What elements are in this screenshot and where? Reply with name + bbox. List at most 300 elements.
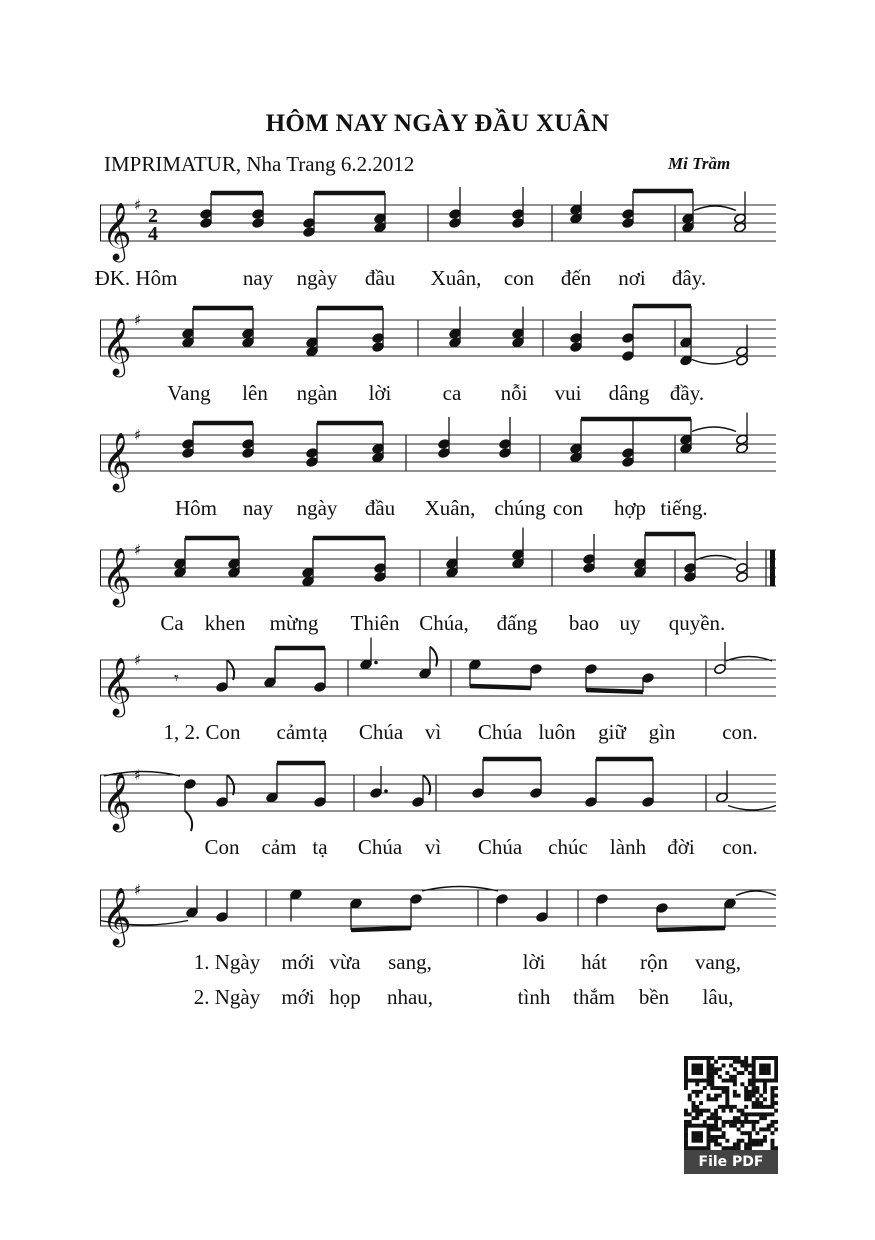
qr-module [767, 1071, 771, 1075]
qr-module [729, 1064, 733, 1068]
qr-module [699, 1071, 703, 1075]
qr-module [744, 1105, 748, 1109]
qr-module [755, 1139, 759, 1143]
lyric-syllable: vừa [329, 950, 361, 974]
lyric-syllable: lên [242, 381, 268, 405]
file-pdf-label: File PDF [684, 1150, 778, 1174]
qr-module [714, 1060, 718, 1064]
qr-module [733, 1094, 737, 1098]
qr-module [703, 1120, 707, 1124]
qr-module [695, 1094, 699, 1098]
qr-module [767, 1105, 771, 1109]
qr-module [684, 1139, 688, 1143]
qr-module [692, 1090, 696, 1094]
qr-module [752, 1142, 756, 1146]
qr-module [699, 1109, 703, 1113]
qr-module [752, 1079, 756, 1083]
qr-module [699, 1124, 703, 1128]
qr-module [707, 1139, 711, 1143]
qr-module [684, 1064, 688, 1068]
eighth-flag [227, 660, 234, 680]
qr-module [740, 1112, 744, 1116]
qr-module [695, 1071, 699, 1075]
lyric-syllable: đầu [364, 496, 396, 520]
qr-module [707, 1060, 711, 1064]
qr-module [767, 1067, 771, 1071]
music-staff-6 [100, 755, 778, 845]
qr-module [770, 1105, 774, 1109]
qr-module [722, 1135, 726, 1139]
qr-module [707, 1071, 711, 1075]
qr-module [737, 1109, 741, 1113]
qr-module [752, 1075, 756, 1079]
lyric-syllable: tạ [312, 720, 328, 744]
eighth-flag [430, 647, 437, 667]
lyric-syllable: Hôm [175, 496, 217, 520]
qr-module [744, 1067, 748, 1071]
qr-module [770, 1079, 774, 1083]
qr-module [759, 1071, 763, 1075]
qr-module [729, 1120, 733, 1124]
qr-module [740, 1109, 744, 1113]
qr-module [740, 1131, 744, 1135]
qr-module [710, 1112, 714, 1116]
qr-module [763, 1097, 767, 1101]
qr-module [770, 1142, 774, 1146]
qr-module [692, 1105, 696, 1109]
lyric-syllable: mừng [269, 611, 319, 635]
qr-module [737, 1139, 741, 1143]
lyric-syllable: Xuân, [430, 266, 482, 290]
qr-module [692, 1139, 696, 1143]
treble-clef-icon: 𝄞 [102, 772, 132, 830]
qr-module [692, 1056, 696, 1060]
time-signature-bottom: 4 [148, 223, 158, 245]
lyric-syllable: cảm [261, 835, 297, 859]
lyric-line-4 [0, 611, 875, 637]
qr-module [714, 1109, 718, 1113]
qr-module [714, 1124, 718, 1128]
tie [694, 206, 736, 211]
qr-module [722, 1056, 726, 1060]
qr-module [699, 1131, 703, 1135]
qr-module [733, 1056, 737, 1060]
qr-module [710, 1067, 714, 1071]
song-title: HÔM NAY NGÀY ĐẦU XUÂN [265, 110, 610, 137]
qr-module [703, 1056, 707, 1060]
qr-module [699, 1064, 703, 1068]
qr-module [684, 1082, 688, 1086]
qr-module [755, 1120, 759, 1124]
qr-module [759, 1112, 763, 1116]
lyric-syllable: mới [281, 985, 315, 1009]
qr-module [740, 1064, 744, 1068]
qr-module [733, 1124, 737, 1128]
qr-module [710, 1082, 714, 1086]
qr-module [707, 1082, 711, 1086]
qr-module [695, 1105, 699, 1109]
qr-module [759, 1094, 763, 1098]
qr-module [707, 1075, 711, 1079]
qr-module [729, 1056, 733, 1060]
qr-module [707, 1142, 711, 1146]
qr-module [695, 1056, 699, 1060]
qr-module [748, 1064, 752, 1068]
qr-module [748, 1071, 752, 1075]
staff-svg [100, 755, 778, 845]
music-staff-5 [100, 640, 778, 730]
lyric-syllable: con. [722, 835, 758, 859]
qr-module [710, 1056, 714, 1060]
qr-module [744, 1097, 748, 1101]
qr-module [752, 1094, 756, 1098]
lyric-syllable: đầy. [669, 381, 705, 405]
lyric-syllable: thắm [573, 985, 615, 1009]
qr-module [692, 1079, 696, 1083]
qr-module [744, 1094, 748, 1098]
qr-module [710, 1135, 714, 1139]
qr-module [714, 1097, 718, 1101]
tie [692, 360, 736, 365]
lyric-line-6 [0, 835, 875, 861]
treble-clef-icon: 𝄞 [102, 317, 132, 375]
qr-module [733, 1142, 737, 1146]
qr-module [748, 1079, 752, 1083]
qr-module [774, 1146, 778, 1150]
qr-module [740, 1139, 744, 1143]
qr-module [755, 1142, 759, 1146]
lyric-syllable: vang, [694, 950, 742, 974]
qr-module [763, 1082, 767, 1086]
qr-module [692, 1135, 696, 1139]
qr-module [770, 1097, 774, 1101]
qr-module [733, 1079, 737, 1083]
qr-module [707, 1094, 711, 1098]
qr-module [718, 1142, 722, 1146]
qr-module [695, 1067, 699, 1071]
qr-module [763, 1139, 767, 1143]
music-staff-2 [100, 300, 778, 390]
qr-module [714, 1142, 718, 1146]
lyric-syllable: Xuân, [424, 496, 476, 520]
qr-module [695, 1079, 699, 1083]
lyric-line-8 [0, 985, 875, 1011]
qr-module [733, 1105, 737, 1109]
qr-module [707, 1116, 711, 1120]
qr-module [714, 1127, 718, 1131]
qr-module [770, 1112, 774, 1116]
qr-module [684, 1075, 688, 1079]
staff-svg [100, 870, 778, 960]
qr-module [684, 1067, 688, 1071]
qr-module [710, 1064, 714, 1068]
treble-clef-icon: 𝄞 [102, 432, 132, 490]
qr-module [748, 1097, 752, 1101]
qr-module [763, 1105, 767, 1109]
qr-module [707, 1064, 711, 1068]
qr-module [699, 1139, 703, 1143]
qr-module [714, 1067, 718, 1071]
qr-module [733, 1067, 737, 1071]
lyric-syllable: con. [722, 720, 758, 744]
lyric-syllable: bền [638, 985, 670, 1009]
qr-module [755, 1131, 759, 1135]
qr-module [722, 1120, 726, 1124]
lyric-line-7 [0, 950, 875, 976]
lyric-syllable: cảm [276, 720, 312, 744]
lyric-syllable: con [503, 266, 535, 290]
qr-module [755, 1101, 759, 1105]
eighth-flag [227, 775, 234, 795]
qr-module [707, 1067, 711, 1071]
qr-module [759, 1056, 763, 1060]
music-staff-1 [100, 185, 778, 275]
lyric-syllable: luôn [538, 720, 576, 744]
lyric-line-5 [0, 720, 875, 746]
qr-module [684, 1056, 688, 1060]
qr-module [733, 1060, 737, 1064]
lyric-syllable: vì [424, 835, 442, 859]
music-staff-7 [100, 870, 778, 960]
lyric-line-2 [0, 381, 875, 407]
lyric-syllable: chúc [548, 835, 588, 859]
qr-module [733, 1116, 737, 1120]
qr-module [722, 1105, 726, 1109]
qr-module [718, 1094, 722, 1098]
lyric-syllable: đây. [671, 266, 707, 290]
qr-module [695, 1116, 699, 1120]
qr-module [763, 1086, 767, 1090]
lyric-syllable: hát [581, 950, 607, 974]
lyric-syllable: Thiên [350, 611, 400, 635]
qr-module [770, 1139, 774, 1143]
qr-module [759, 1127, 763, 1131]
treble-clef-icon: 𝄞 [102, 547, 132, 605]
lyric-syllable: mới [281, 950, 315, 974]
qr-module [695, 1090, 699, 1094]
qr-module [733, 1090, 737, 1094]
qr-module [707, 1127, 711, 1131]
lyric-syllable: Chúa [358, 720, 404, 744]
note-beam [657, 928, 725, 930]
qr-module [692, 1109, 696, 1113]
qr-module [692, 1146, 696, 1150]
qr-module [774, 1060, 778, 1064]
qr-module [684, 1131, 688, 1135]
qr-module [759, 1079, 763, 1083]
qr-module [688, 1112, 692, 1116]
qr-module [774, 1075, 778, 1079]
qr-module [774, 1071, 778, 1075]
lyric-syllable: hợp [613, 496, 647, 520]
qr-module [763, 1064, 767, 1068]
qr-module [718, 1086, 722, 1090]
qr-module [714, 1086, 718, 1090]
lyric-syllable: Chúa, [419, 611, 469, 635]
staff-svg [100, 415, 778, 505]
qr-module [710, 1071, 714, 1075]
qr-module [688, 1056, 692, 1060]
qr-module [692, 1124, 696, 1128]
qr-module [744, 1142, 748, 1146]
lyric-syllable: vui [554, 381, 582, 405]
qr-module [748, 1131, 752, 1135]
qr-module [774, 1067, 778, 1071]
qr-module [752, 1060, 756, 1064]
qr-module [774, 1120, 778, 1124]
lyric-syllable: lâu, [702, 985, 734, 1009]
qr-module [752, 1120, 756, 1124]
qr-module [740, 1082, 744, 1086]
qr-module [718, 1127, 722, 1131]
qr-module [688, 1097, 692, 1101]
lyric-syllable: đầu [364, 266, 396, 290]
key-sharp-icon: ♯ [134, 311, 142, 329]
qr-module [692, 1067, 696, 1071]
qr-module [699, 1056, 703, 1060]
qr-module [755, 1112, 759, 1116]
qr-module [695, 1131, 699, 1135]
qr-module [767, 1127, 771, 1131]
qr-module [752, 1090, 756, 1094]
note-beam [586, 690, 643, 692]
qr-module [688, 1079, 692, 1083]
qr-module [755, 1079, 759, 1083]
qr-module [767, 1112, 771, 1116]
music-staff-4 [100, 530, 778, 620]
lyric-syllable: ngày [296, 496, 338, 520]
tie [692, 427, 736, 432]
qr-module [774, 1127, 778, 1131]
qr-module [714, 1071, 718, 1075]
composer-name: Mi Trầm [668, 154, 731, 173]
lyric-syllable: bao [568, 611, 600, 635]
qr-module [763, 1135, 767, 1139]
qr-module [699, 1067, 703, 1071]
lyric-syllable: tạ [312, 835, 328, 859]
qr-module [688, 1146, 692, 1150]
qr-module [707, 1079, 711, 1083]
staff-svg [100, 185, 778, 275]
time-signature-top: 2 [148, 205, 158, 227]
qr-module [740, 1124, 744, 1128]
key-sharp-icon: ♯ [134, 196, 142, 214]
qr-module [763, 1056, 767, 1060]
qr-module [752, 1082, 756, 1086]
qr-module [695, 1109, 699, 1113]
lyric-syllable: 2. Ngày [193, 985, 261, 1009]
qr-module [737, 1120, 741, 1124]
qr-module [763, 1079, 767, 1083]
lyric-syllable: 1, 2. Con [163, 720, 241, 744]
qr-module [714, 1120, 718, 1124]
qr-module [744, 1060, 748, 1064]
treble-clef-icon: 𝄞 [102, 657, 132, 715]
lyric-line-3 [0, 496, 875, 522]
lyric-syllable: nay [242, 496, 274, 520]
qr-module [763, 1067, 767, 1071]
qr-module [695, 1112, 699, 1116]
qr-module [722, 1090, 726, 1094]
lyric-syllable: giữ [598, 720, 626, 744]
qr-module [710, 1086, 714, 1090]
lyric-syllable: nơi [618, 266, 646, 290]
qr-module [770, 1090, 774, 1094]
qr-module [774, 1086, 778, 1090]
qr-module [703, 1109, 707, 1113]
qr-module [703, 1079, 707, 1083]
qr-module [759, 1116, 763, 1120]
lyric-syllable: gìn [648, 720, 676, 744]
qr-module [759, 1142, 763, 1146]
qr-module [729, 1105, 733, 1109]
qr-module [744, 1056, 748, 1060]
qr-module [752, 1067, 756, 1071]
qr-module [737, 1094, 741, 1098]
lyric-syllable: nỗi [500, 381, 528, 405]
lyric-syllable: sang, [388, 950, 432, 974]
qr-module [767, 1124, 771, 1128]
qr-module [699, 1101, 703, 1105]
lyric-syllable: ngày [296, 266, 338, 290]
qr-module [684, 1112, 688, 1116]
qr-module [725, 1079, 729, 1083]
qr-code-block[interactable] [684, 1056, 778, 1174]
qr-module [722, 1086, 726, 1090]
qr-module [699, 1135, 703, 1139]
qr-module [714, 1139, 718, 1143]
qr-module [737, 1142, 741, 1146]
qr-module [774, 1079, 778, 1083]
lyric-syllable: con [552, 496, 584, 520]
qr-module [748, 1120, 752, 1124]
qr-module [725, 1056, 729, 1060]
qr-module [748, 1142, 752, 1146]
tie [736, 891, 776, 896]
qr-module [722, 1131, 726, 1135]
treble-clef-icon: 𝄞 [102, 202, 132, 260]
key-sharp-icon: ♯ [134, 881, 142, 899]
lyric-syllable: tình [517, 985, 551, 1009]
qr-module [767, 1056, 771, 1060]
music-staff-3 [100, 415, 778, 505]
staff-svg [100, 530, 778, 620]
qr-module [714, 1116, 718, 1120]
augmentation-dot [374, 661, 378, 665]
qr-module [763, 1112, 767, 1116]
qr-module [744, 1112, 748, 1116]
qr-module [729, 1109, 733, 1113]
qr-module [710, 1116, 714, 1120]
qr-module [714, 1094, 718, 1098]
qr-module [722, 1124, 726, 1128]
qr-module [729, 1124, 733, 1128]
treble-clef-icon: 𝄞 [102, 887, 132, 945]
qr-module [755, 1056, 759, 1060]
qr-module [684, 1146, 688, 1150]
lyric-line-1 [0, 266, 875, 292]
qr-module [688, 1124, 692, 1128]
qr-module [737, 1060, 741, 1064]
qr-module [684, 1124, 688, 1128]
qr-module [692, 1101, 696, 1105]
qr-module [725, 1086, 729, 1090]
qr-module [695, 1124, 699, 1128]
augmentation-dot [384, 789, 388, 793]
qr-module [688, 1094, 692, 1098]
lyric-syllable: Vang [167, 381, 211, 405]
qr-module [692, 1116, 696, 1120]
